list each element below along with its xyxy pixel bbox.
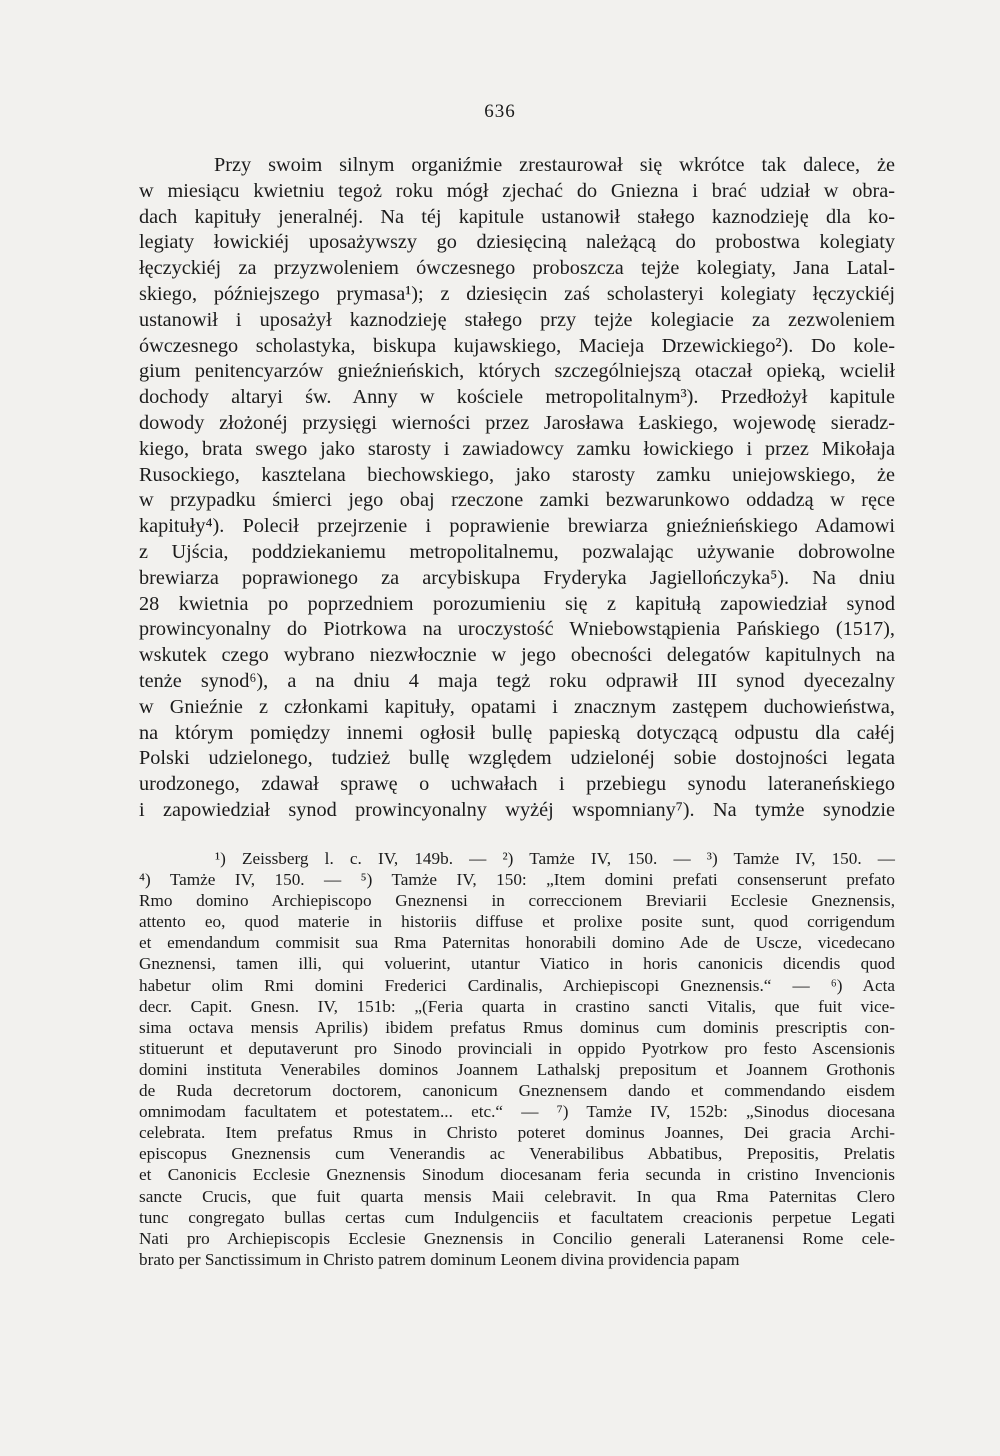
main-line: Polski udzielonego, tudzież bullę względem udzielonéj sobie dostojności legata <box>139 747 895 770</box>
main-line: Przy swoim silnym organiźmie zrestaurował się wkrótce tak dalece, że <box>214 154 895 176</box>
footnote-line: domini instituta Venerabiles dominos Joannem Lathalskj prepositum et Joannem Grothonis <box>139 1059 895 1079</box>
footnotes <box>139 848 895 1270</box>
main-line: z Ujścia, poddziekaniemu metropolitalnemu, pozwalając używanie dobrowolne <box>139 540 895 563</box>
footnote-line: ⁴) Tamże IV, 150. — ⁵) Tamże IV, 150: „Item domini prefati consenserunt prefato <box>139 870 895 890</box>
page-number: 636 <box>484 101 516 122</box>
footnote-line: attento eo, quod materie in historiis diffuse et prolixe posite sunt, quod corrigendum <box>139 912 895 932</box>
main-line: w przypadku śmierci jego obaj rzeczone zamki bezwarunkowo oddadzą w ręce <box>139 489 895 512</box>
footnote-line: Gneznensi, tamen illi, qui voluerint, utantur Viatico in horis canonicis dicendis quod <box>139 954 895 974</box>
main-line: urodzonego, zdawał sprawę o uchwałach i przebiegu synodu lateraneńskiego <box>139 773 895 796</box>
footnote-line: sancte Crucis, que fuit quarta mensis Maii celebravit. In qua Rma Paternitas Clero <box>139 1186 895 1206</box>
main-line: wskutek czego wybrano niezwłocznie w jego obecności delegatów kapitulnych na <box>139 644 895 667</box>
footnote-line: et Canonicis Ecclesie Gneznensis Sinodum diocesanam feria secunda in cristino Invencionis <box>139 1165 895 1185</box>
main-line: w Gnieźnie z członkami kapituły, opatami i znacznym zastępem duchowieństwa, <box>139 695 895 718</box>
footnote-line: omnimodam facultatem et potestatem... etc.“ — ⁷) Tamże IV, 152b: „Sinodus diocesana <box>139 1102 895 1122</box>
footnote-line: habetur olim Rmi domini Frederici Cardinalis, Archiepiscopi Gneznensis.“ — ⁶) Acta <box>139 975 895 995</box>
main-line: i zapowiedział synod prowincyonalny wyżéj wspomniany⁷). Na tymże synodzie <box>139 798 895 821</box>
footnote-line: celebrata. Item prefatus Rmus in Christo poteret dominus Joannes, Dei gracia Archi- <box>139 1123 895 1143</box>
footnote-line: de Ruda decretorum doctorem, canonicum Gneznensem dando et commendando eisdem <box>139 1081 895 1101</box>
main-line: w miesiącu kwietniu tegoż roku mógł zjechać do Gniezna i brać udział w obra- <box>139 179 895 202</box>
main-line: ustanowił i uposażył kaznodzieję stałego przy tejże kolegiacie za zezwoleniem <box>139 308 895 331</box>
main-line: na którym pomiędzy innemi ogłosił bullę papieską dotyczącą odpustu dla całéj <box>139 721 895 744</box>
footnote-line: sima octava mensis Aprilis) ibidem prefatus Rmus dominus cum dominis prescriptis con- <box>139 1017 895 1037</box>
main-line: dowody złożonéj przysięgi wierności przez Jarosława Łaskiego, wojewodę sieradz- <box>139 411 895 434</box>
footnote-line: ¹) Zeissberg l. c. IV, 149b. — ²) Tamże IV, 150. — ³) Tamże IV, 150. — <box>215 849 895 868</box>
main-line: gium penitencyarzów gnieźnieńskich, których szczególniejszą otaczał opieką, wcielił <box>139 360 895 383</box>
footnote-line: Rmo domino Archiepiscopo Gneznensi in correccionem Breviarii Ecclesie Gneznensis, <box>139 891 895 911</box>
main-line: Rusockiego, kasztelana biechowskiego, jako starosty zamku uniejowskiego, że <box>139 463 895 486</box>
main-line: ówczesnego scholastyka, biskupa kujawskiego, Macieja Drzewickiego²). Do kole- <box>139 334 895 357</box>
footnote-line: et emendandum commisit sua Rma Paternitas honorabili domino Ade de Uscze, vicedecano <box>139 933 895 953</box>
main-line: dochody altaryi św. Anny w kościele metropolitalnym³). Przedłożył kapitule <box>139 386 895 409</box>
main-line: 28 kwietnia po poprzedniem porozumieniu się z kapitułą zapowiedział synod <box>139 592 895 615</box>
footnote-line: brato per Sanctissimum in Christo patrem dominum Leonem divina providencia papam <box>139 1249 740 1269</box>
main-line: dach kapituły jeneralnéj. Na téj kapitule ustanowił stałego kaznodzieję dla ko- <box>139 205 895 228</box>
footnote-line: tunc congregato bullas certas cum Indulgenciis et facultatem creacionis perpetue Legati <box>139 1207 895 1227</box>
footnote-line: episcopus Gneznensis cum Venerandis ac Venerabilibus Abbatibus, Prepositis, Prelatis <box>139 1144 895 1164</box>
main-line: skiego, późniejszego prymasa¹); z dziesięcin zaś scholasteryi kolegiaty łęczyckiéj <box>139 282 895 305</box>
footnote-line: Nati pro Archiepiscopis Ecclesie Gneznensis in Concilio generali Lateranensi Rome cele- <box>139 1228 895 1248</box>
footnote-line: stituerunt et deputaverunt pro Sinodo provinciali in oppido Pyotrkow pro festo Ascensionis <box>139 1038 895 1058</box>
main-line: kapituły⁴). Polecił przejrzenie i poprawienie brewiarza gnieźnieńskiego Adamowi <box>139 515 895 538</box>
main-line: tenże synod⁶), a na dniu 4 maja tegż roku odprawił III synod dyecezalny <box>139 669 895 692</box>
main-text <box>139 153 895 824</box>
main-line: prowincyonalny do Piotrkowa na uroczystość Wniebowstąpienia Pańskiego (1517), <box>139 618 895 641</box>
main-line: kiego, brata swego jako starosty i zawiadowcy zamku łowickiego i przez Mikołaja <box>139 437 895 460</box>
main-line: legiaty łowickiéj uposażywszy go dziesięciną należącą do probostwa kolegiaty <box>139 231 895 254</box>
main-line: łęczyckiéj za przyzwoleniem ówczesnego proboszcza tejże kolegiaty, Jana Latal- <box>139 257 895 280</box>
main-line: brewiarza poprawionego za arcybiskupa Fryderyka Jagiellończyka⁵). Na dniu <box>139 566 895 589</box>
footnote-line: decr. Capit. Gnesn. IV, 151b: „(Feria quarta in crastino sancti Vitalis, que fuit vice- <box>139 996 895 1016</box>
